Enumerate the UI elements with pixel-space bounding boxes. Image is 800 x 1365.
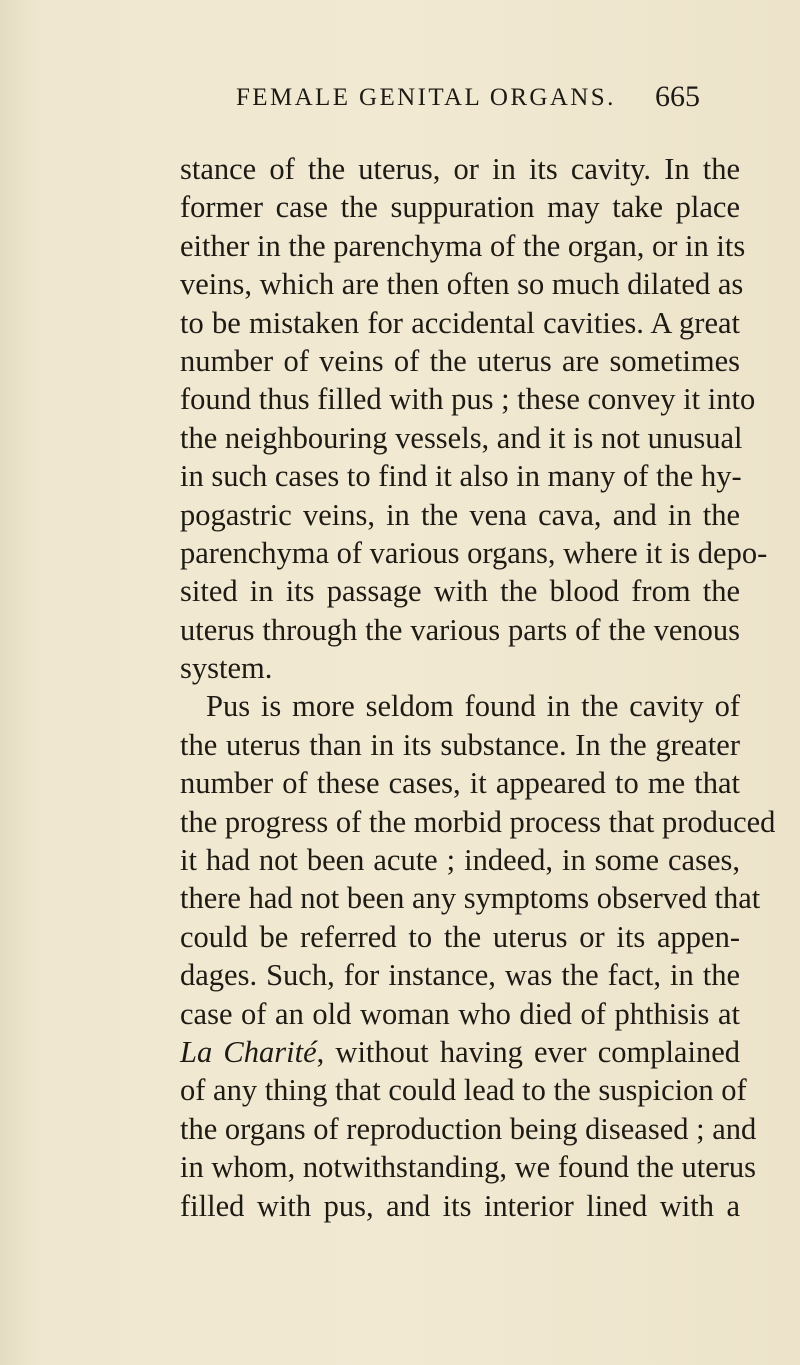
running-title: FEMALE GENITAL ORGANS. <box>236 84 616 111</box>
text-line: dages. Such, for instance, was the fact, in the <box>180 958 740 993</box>
text-line-remainder: , without having ever complained <box>316 1034 740 1069</box>
text-line: it had not been acute ; indeed, in some cases, <box>180 843 740 878</box>
italic-place-name: La Charité <box>180 1034 317 1069</box>
body-text <box>180 150 776 1225</box>
text-line: number of veins of the uterus are sometimes <box>180 343 740 378</box>
text-line: sited in its passage with the blood from the <box>180 574 740 609</box>
page-number: 665 <box>655 80 700 113</box>
text-line: number of these cases, it appeared to me that <box>180 766 740 801</box>
running-head <box>0 80 800 124</box>
text-line: stance of the uterus, or in its cavity. In the <box>180 152 740 186</box>
text-line: filled with pus, and its interior lined with a <box>180 1188 740 1223</box>
text-line: either in the parenchyma of the organ, or in its <box>180 228 746 263</box>
text-line: pogastric veins, in the vena cava, and in the <box>180 497 740 532</box>
text-line: uterus through the various parts of the venous <box>180 612 740 647</box>
paragraph-start-line: Pus is more seldom found in the cavity of <box>206 689 740 724</box>
text-line: veins, which are then often so much dilated as <box>180 267 744 302</box>
text-line: the organs of reproduction being diseased ; and <box>180 1111 757 1146</box>
text-line: former case the suppuration may take place <box>180 190 740 225</box>
text-line: of any thing that could lead to the suspicion of <box>180 1073 747 1108</box>
text-line: the uterus than in its substance. In the greater <box>180 727 740 762</box>
text-line: to be mistaken for accidental cavities. A great <box>180 305 740 340</box>
text-line: found thus filled with pus ; these convey it into <box>180 382 756 417</box>
text-line: in whom, notwithstanding, we found the uterus <box>180 1150 757 1185</box>
text-line: the progress of the morbid process that produced <box>180 804 776 839</box>
text-line: there had not been any symptoms observed that <box>180 881 761 916</box>
text-line: parenchyma of various organs, where it is depo- <box>180 535 768 570</box>
text-line: system. <box>180 651 273 686</box>
text-line: case of an old woman who died of phthisis at <box>180 996 740 1031</box>
text-line: in such cases to find it also in many of the hy- <box>180 459 742 494</box>
text-line: the neighbouring vessels, and it is not unusual <box>180 420 743 455</box>
text-line-with-italic <box>180 1033 740 1071</box>
text-line: could be referred to the uterus or its appen- <box>180 919 740 954</box>
